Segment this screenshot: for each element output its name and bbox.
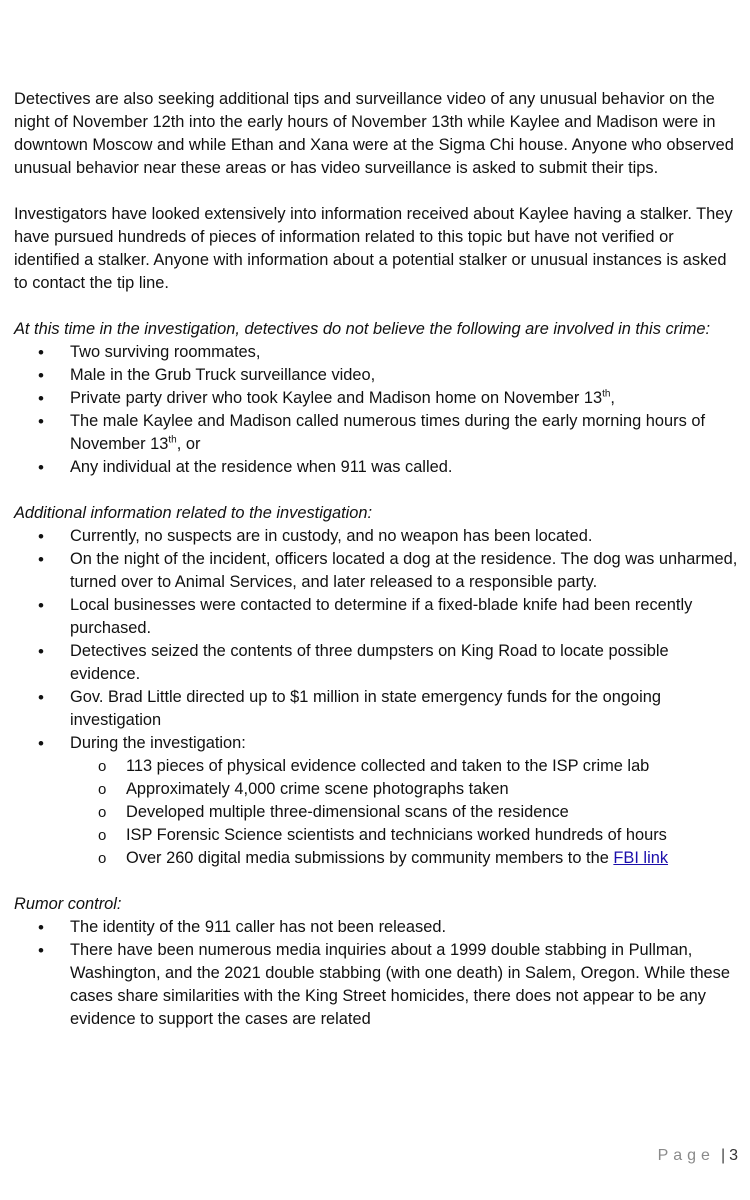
ordinal-suffix: th (168, 434, 177, 446)
page-footer (658, 1147, 738, 1165)
list-item-text: The male Kaylee and Madison called numerous times during the early morning hours of November 13 (70, 412, 706, 453)
sub-list-item (70, 847, 740, 870)
sub-list-item-text: Over 260 digital media submissions by community members to the (126, 849, 614, 867)
document-page (14, 88, 740, 1054)
list-item (14, 410, 740, 456)
list-item-text: , or (176, 435, 201, 453)
page-separator: | (720, 1147, 726, 1164)
page-label: Page (657, 1147, 715, 1164)
list-item: • Male in the Grub Truck surveillance video, (14, 364, 740, 387)
list-item-text: , (610, 389, 615, 407)
ordinal-suffix: th (602, 388, 611, 400)
additional-info-list (14, 525, 740, 870)
list-item: • Local businesses were contacted to determine if a fixed-blade knife had been recently purchased. (14, 594, 740, 640)
paragraph-surveillance-tips: Detectives are also seeking additional tips and surveillance video of any unusual behavior on the night of November 12th into the early hours of November 13th while Kaylee and Madison were in downtown Moscow and while Ethan and Xana were at the Sigma Chi house. Anyone who observed unusual behavior near these areas or has video surveillance is asked to submit their tips. (14, 90, 734, 177)
sub-list-item: o Developed multiple three-dimensional scans of the residence (70, 801, 740, 824)
list-item (14, 387, 740, 410)
list-item: • Detectives seized the contents of three dumpsters on King Road to locate possible evidence. (14, 640, 740, 686)
paragraph-stalker-info: Investigators have looked extensively into information received about Kaylee having a stalker. They have pursued hundreds of pieces of information related to this topic but have not verified or identified a stalker. Anyone with information about a potential stalker or unusual instances is asked to contact the tip line. (14, 205, 733, 292)
investigation-stats-list (70, 755, 740, 870)
list-item: • The identity of the 911 caller has not been released. (14, 916, 740, 939)
list-item: • On the night of the incident, officers located a dog at the residence. The dog was unharmed, turned over to Animal Services, and later released to a responsible party. (14, 548, 740, 594)
list-item: • There have been numerous media inquiries about a 1999 double stabbing in Pullman, Washington, and the 2021 double stabbing (with one death) in Salem, Oregon. While these cases share similarities with the King Street homicides, there does not appear to be any evidence to support the cases are related (14, 939, 740, 1031)
list-item: • Two surviving roommates, (14, 341, 740, 364)
sub-list-item: o 113 pieces of physical evidence collected and taken to the ISP crime lab (70, 755, 740, 778)
list-item-text: Private party driver who took Kaylee and Madison home on November 13 (70, 389, 603, 407)
sub-list-item: o Approximately 4,000 crime scene photographs taken (70, 778, 740, 801)
page-number: 3 (729, 1147, 738, 1164)
heading-not-involved: At this time in the investigation, detectives do not believe the following are involved in this crime: (14, 320, 711, 338)
list-item (14, 732, 740, 870)
heading-rumor-control: Rumor control: (14, 895, 122, 913)
list-item: • Any individual at the residence when 911 was called. (14, 456, 740, 479)
list-item: • Gov. Brad Little directed up to $1 million in state emergency funds for the ongoing investigation (14, 686, 740, 732)
fbi-link[interactable]: FBI link (613, 849, 669, 867)
rumor-control-list (14, 916, 740, 1031)
not-involved-list (14, 341, 740, 479)
sub-list-item: o ISP Forensic Science scientists and technicians worked hundreds of hours (70, 824, 740, 847)
list-item: • Currently, no suspects are in custody, and no weapon has been located. (14, 525, 740, 548)
list-item-text: During the investigation: (70, 734, 246, 752)
heading-additional-info: Additional information related to the investigation: (14, 504, 373, 522)
